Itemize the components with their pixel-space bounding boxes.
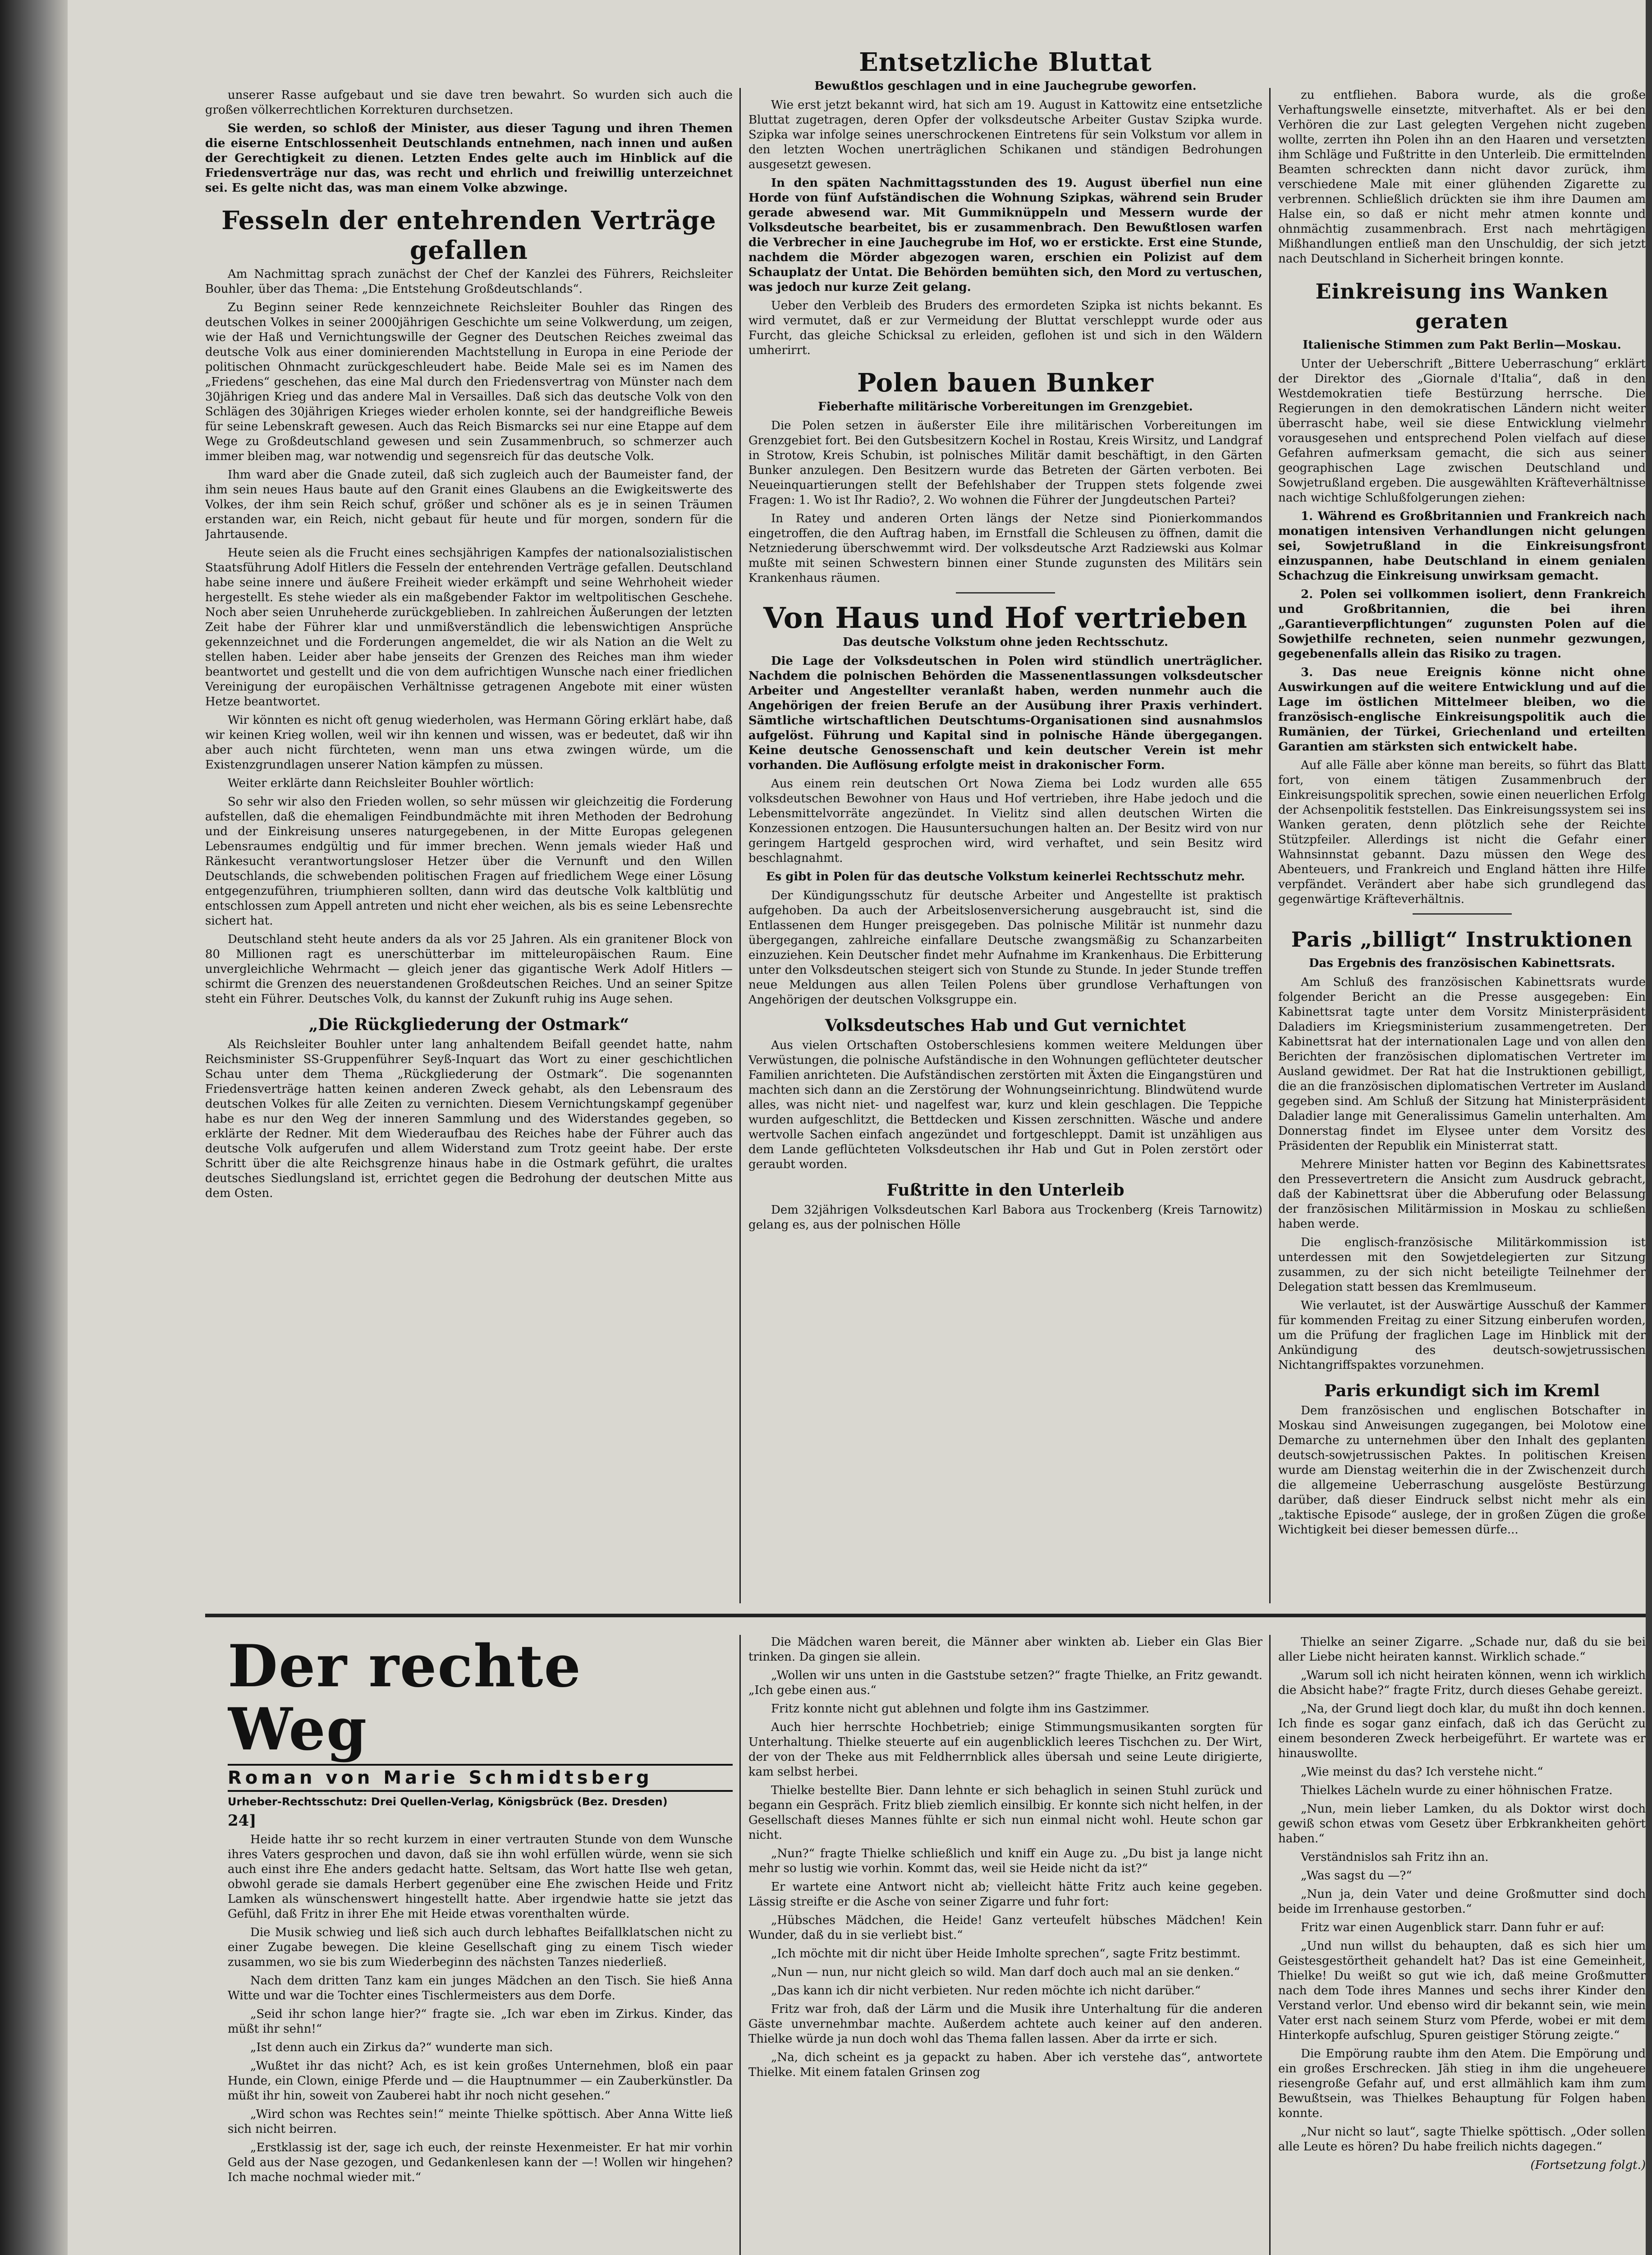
article-paragraph: Aus vielen Ortschaften Ostoberschlesiens kommen weitere Meldungen über Verwüstungen, die polnische Aufständische in den Wohnungen geflüchteter deutscher Familien anrichteten. Die Aufständischen zerstörten mit Äxten die Eingangstüren und machten sich dann an die Zerstörung der Wohnungseinrichtung. Blindwütend wurde alles, was nicht niet- und nagelfest war, kurz und klein geschlagen. Die Teppiche wurden aufgeschlitzt, die Bettdecken und Kissen zerschnitten. Wäsche und andere wertvolle Sachen einfach angezündet und fortgeschleppt. Damit ist unzähligen aus dem Lande geflüchteten Volksdeutschen ihr Hab und Gut in Polen zerstört oder geraubt worden. [748,1039,1262,1171]
novel-paragraph: „Erstklassig ist der, sage ich euch, der reinste Hexenmeister. Er hat mir vorhin Geld aus der Nase gezogen, und Gedankenlesen kann der —! Wollen wir hingehen? Ich mache nochmal wieder mit.“ [228,2141,733,2184]
article-paragraph: Aus einem rein deutschen Ort Nowa Ziema bei Lodz wurden alle 655 volksdeutschen Bewohner von Haus und Hof vertrieben, ihre Habe jedoch und die Lebensmittelvorräte angezündet. In Vielitz sind allen deutschen Wirten die Konzessionen entzogen. Die Hausuntersuchungen halten an. Der Besitz wird von nur geringem Hartgeld gesprochen wird, wird verhaftet, und sein Besitz wird beschlagnahmt. [748,777,1262,865]
right-column [1278,88,1646,1603]
novel-paragraph: Fritz konnte nicht gut ablehnen und folgte ihm ins Gastzimmer. [771,1702,1150,1716]
article-paragraph: Weiter erklärte dann Reichsleiter Bouhler wörtlich: [228,777,534,790]
headline-paris: Paris „billigt“ Instruktionen [1291,927,1633,952]
article-paragraph: Die Lage der Volksdeutschen in Polen wird stündlich unerträglicher. Nachdem die polnischen Behörden die Massenentlassungen volksdeutscher Arbeiter und Angestellter veranlaßt haben, werden nunmehr auch die Angehörigen der freien Berufe an der Ausübung ihrer Praxis verhindert. Sämtliche wirtschaftlichen Deutschtums-Organisationen sind ausnahmslos aufgelöst. Führung und Kapital sind in polnische Hände übergegangen. Keine deutsche Genossenschaft und kein deutscher Verein ist mehr vorhanden. Die Auflösung erfolgte meist in drakonischer Form. [748,654,1262,772]
novel-column-1 [228,1635,733,2255]
article-paragraph: Unter der Ueberschrift „Bittere Ueberraschung“ erklärt der Direktor des „Giornale d'Italia“, daß in den Westdemokratien tiefe Bestürzung herrsche. Die Regierungen in den demokratischen Ländern nicht weiter überrascht habe, weil sie diese Entwicklung vielmehr vorausgesehen und entsprechend Polen vielfach auf diese Gefahren aufmerksam gemacht, die sich aus seiner geographischen Lage zwischen Deutschland und Sowjetrußland ergeben. Die ausgewählten Kräfteverhältnisse nach wichtige Schlußfolgerungen ziehen: [1278,357,1646,505]
intro-paragraph: Sie werden, so schloß der Minister, aus dieser Tagung und ihren Themen die eiserne Entschlossenheit Deutschlands entnehmen, nach innen und außen der Gerechtigkeit zu dienen. Letzten Endes gelte auch im Hinblick auf die Friedensverträge nur das, was recht und ehrlich und freiwillig unterzeichnet sei. Es gelte nicht das, was man einem Volke abzwinge. [205,122,733,195]
novel-subtitle: Roman von Marie Schmidtsberg [228,1764,733,1792]
subtitle: Fieberhafte militärische Vorbereitungen im Grenzgebiet. [818,400,1193,414]
article-paragraph: 3. Das neue Ereignis könne nicht ohne Auswirkungen auf die weitere Entwicklung und auf die Lage im östlichen Mittelmeer bleiben, wo die französisch-englische Einkreisungspolitik auch die Rumänien, der Türkei, Griechenland und erteilten Garantien am stärksten sich entwickelt habe. [1278,666,1646,754]
novel-paragraph: Er wartete eine Antwort nicht ab; vielleicht hätte Fritz auch keine gegeben. Lässig streifte er die Asche von seiner Zigarre und fuhr fort: [748,1880,1262,1909]
novel-paragraph: „Ist denn auch ein Zirkus da?“ wunderte man sich. [250,2041,553,2054]
novel-paragraph: „Das kann ich dir nicht verbieten. Nur reden möchte ich nicht darüber.“ [771,1984,1201,1997]
novel-paragraph: „Nun?“ fragte Thielke schließlich und kniff ein Auge zu. „Du bist ja lange nicht mehr so lustig wie vorhin. Kommt das, weil sie Heide nicht da ist?“ [748,1847,1262,1875]
article-paragraph: Ihm ward aber die Gnade zuteil, daß sich zugleich auch der Baumeister fand, der ihm sein neues Haus baute auf den Granit eines Glaubens an die Ewigkeitswerte des Volkes, der ihm sein Reich schuf, größer und schöner als es je in seinen Träumen erstanden war, ein Reich, nicht gebaut für heute und für morgen, sondern für die Jahrtausende. [205,468,733,541]
article-paragraph: So sehr wir also den Frieden wollen, so sehr müssen wir gleichzeitig die Forderung aufstellen, daß die ehemaligen Feindbundmächte mit ihren Methoden der Bedrohung und der Einkreisung unseres naturgegebenen, in der Mitte Europas gelegenen Lebensraumes endgültig und für immer brechen. Wenn jemals wieder Haß und Ränkesucht verantwortungsloser Hetzer über die Vernunft und den Willen Deutschlands, die schwebenden politischen Fragen auf friedlichem Wege einer Lösung entgegenzuführen, triumphieren sollten, dann wird das deutsche Volk kaltblütig und entschlossen zum Appell antreten und nicht eher weichen, als bis es seine Lebensrechte sichert hat. [205,795,733,928]
newspaper-page [68,0,1646,2255]
intro-paragraph: unserer Rasse aufgebaut und sie dave tren bewahrt. So wurden sich auch die großen völkerrechtlichen Korrekturen durchsetzen. [205,88,733,117]
article-paragraph: 2. Polen sei vollkommen isoliert, denn Frankreich und Großbritannien, die bei ihren „Garantieverpflichtungen“ zugunsten Polen auf die Sowjethilfe rechneten, seien nunmehr gezwungen, gegebenenfalls allein das Risiko zu tragen. [1278,588,1646,661]
headline-fesseln: Fesseln der entehrenden Verträge gefallen [221,206,716,265]
headline-vertrieben: Von Haus und Hof vertrieben [763,601,1248,635]
novel-paragraph: Die Mädchen waren bereit, die Männer aber winkten ab. Lieber ein Glas Bier trinken. Da gingen sie allein. [748,1635,1262,1664]
headline-kreml: Paris erkundigt sich im Kreml [1324,1381,1600,1400]
article-paragraph: Als Reichsleiter Bouhler unter lang anhaltendem Beifall geendet hatte, nahm Reichsminister SS-Gruppenführer Seyß-Inquart das Wort zu einer geschichtlichen Schau unter dem Thema „Rückgliederung der Ostmark“. Die sogenannten Friedensverträge hatten keinen anderen Zweck gehabt, als den Lebensraum des deutschen Volkes für alle Zeiten zu vernichten. Diesem Vernichtungskampf gegenüber habe es nur den Weg der inneren Sammlung und des Widerstandes gegeben, so erklärte der Redner. Mit dem Wiederaufbau des Reiches habe der Führer auch das deutsche Volk aufgerufen und allem Widerstand zum Trotz geeint habe. Der erste Schritt über die alte Reichsgrenze hinaus habe in die Ostmark geführt, die uraltes deutsches Siedlungsland ist, errichtet gegen die Bedrohung der deutschen Mitte aus dem Osten. [205,1038,733,1200]
article-paragraph: 1. Während es Großbritannien und Frankreich nach monatigen intensiven Verhandlungen nicht gelungen sei, Sowjetrußland in die Einkreisungsfront einzuspannen, habe Deutschland in einem genialen Schachzug die Einkreisung unwirksam gemacht. [1278,510,1646,583]
novel-paragraph: „Nur nicht so laut“, sagte Thielke spöttisch. „Oder sollen alle Leute es hören? Du habe freilich nichts dagegen.“ [1278,2125,1646,2154]
novel-paragraph: Fritz war froh, daß der Lärm und die Musik ihre Unterhaltung für die anderen Gäste unvernehmbar machte. Außerdem achtete auch keiner auf den anderen. Thielke würde ja nun doch wohl das Thema fallen lassen. Aber da irrte er sich. [748,2002,1262,2046]
article-paragraph: Deutschland steht heute anders da als vor 25 Jahren. Als ein granitener Block von 80 Millionen ragt es unerschütterbar im mitteleuropäischen Raum. Eine unvergleichliche Wehrmacht — gleich jener das gigantische Werk Adolf Hitlers — schirmt die Grenzen des neuerstandenen Großdeutschen Reiches. Und an seiner Spitze steht ein Führer. Deutsches Volk, du kannst der Zukunft ruhig ins Auge sehen. [205,933,733,1006]
article-paragraph: zu entfliehen. Babora wurde, als die große Verhaftungswelle einsetzte, mitverhaftet. Als er bei den Verhören die zur Last gelegten Vergehen nicht zugeben wollte, zerrten ihn Polen ihn an den Haaren und versetzten ihm Schläge und Fußtritte in den Unterleib. Die ermittelnden Beamten schreckten dann nicht davor zurück, ihm verschiedene Male mit einer glühenden Zigarette zu verbrennen. Schließlich drückten sie ihm ihre Daumen am Halse ein, so daß er nicht mehr atmen konnte und ohnmächtig zusammenbrach. Erst nach mehrtägigen Mißhandlungen entließ man den Unschuldig, der sich jetzt nach Deutschland in Sicherheit bringen konnte. [1278,88,1646,266]
novel-paragraph: „Wie meinst du das? Ich verstehe nicht.“ [1301,1765,1543,1779]
article-paragraph: Heute seien als die Frucht eines sechsjährigen Kampfes der nationalsozialistischen Staatsführung Adolf Hitlers die Fesseln der entehrenden Verträge gefallen. Deutschland habe seine innere und äußere Freiheit wieder erkämpft und seine Wehrhoheit wieder hergestellt. Es stehe wieder als ein maßgebender Faktor im weltpolitischen Geschehe. Noch aber seien Unruheherde zurückgeblieben. In zahlreichen Äußerungen der letzten Zeit habe der Führer klar und unmißverständlich die lebenswichtigen Ansprüche gekennzeichnet und die Forderungen angemeldet, die wir als Nation an die Welt zu stellen haben. Leider aber habe jenseits der Grenzen des Reiches man ihm wieder beantwortet und gestellt und die von dem aufrichtigen Wunsche nach einer friedlichen Vereinigung der europäischen Verhältnisse getragenen Angebote mit einer wüsten Hetze beantwortet. [205,546,733,709]
headline-fusstritte: Fußtritte in den Unterleib [886,1181,1124,1200]
article-paragraph: Am Schluß des französischen Kabinettsrats wurde folgender Bericht an die Presse ausgegeben: Ein Kabinettsrat tagte unter dem Vorsitz Ministerpräsident Daladiers im Kriegsministerium zusammengetreten. Der Kabinettsrat hat der internationalen Lage und von allen den Berichten der französischen diplomatischen Vertreter im Ausland gewidmet. Der Rat hat die Instruktionen gebilligt, die an die französischen diplomatischen Vertreter im Ausland gegeben sind. Am Schluß der Sitzung hat Ministerpräsident Daladier lange mit Generalissimus Gamelin unterhalten. Am Donnerstag findet im Elysee unter dem Vorsitz des Präsidenten der Republik ein Ministerrat statt. [1278,976,1646,1153]
novel-title: Der rechte Weg [228,1635,582,1763]
subtitle: Es gibt in Polen für das deutsche Volkstum keinerlei Rechtsschutz mehr. [766,870,1245,884]
novel-paragraph: „Wird schon was Rechtes sein!“ meinte Thielke spöttisch. Aber Anna Witte ließ sich nicht beirren. [228,2108,733,2136]
article-paragraph: Wir könnten es nicht oft genug wiederholen, was Hermann Göring erklärt habe, daß wir keinen Krieg wollen, weil wir ihn kennen und wissen, was er bedeutet, daß wir ihn aber auch nicht fürchteten, wenn man uns etwa zwingen würde, um die Existenzgrundlagen unserer Nation kämpfen zu müssen. [205,713,733,772]
novel-paragraph: Auch hier herrschte Hochbetrieb; einige Stimmungsmusikanten sorgten für Unterhaltung. Thielke steuerte auf ein augenblicklich leeres Tischchen zu. Der Wirt, der von der Theke aus mit Feldherrnblick alles übersah und seine Leute dirigierte, kam selbst herbei. [748,1721,1262,1779]
continuation-note: (Fortsetzung folgt.) [1530,2158,1646,2172]
novel-paragraph: „Nun ja, dein Vater und deine Großmutter sind doch beide im Irrenhause gestorben.“ [1278,1887,1646,1916]
subtitle: Das Ergebnis des französischen Kabinettsrats. [1308,957,1615,970]
article-paragraph: In den späten Nachmittagsstunden des 19. August überfiel nun eine Horde von fünf Aufständischen die Wohnung Szipkas, während sein Bruder gerade abwesend war. Mit Gummiknüppeln und Messern wurde der Volksdeutsche bearbeitet, bis er zusammenbrach. Den Bewußtlosen warfen die Verbrecher in eine Jauchegrube im Hof, wo er erstickte. Erst eine Stunde, nachdem die Mörder abgezogen waren, erschien ein Polizist auf dem Schauplatz der Untat. Die Behörden bemühten sich, den Mord zu vertuschen, was jedoch nur kurze Zeit gelang. [748,176,1262,294]
column-rule [1269,1635,1271,2255]
headline-habgut: Volksdeutsches Hab und Gut vernichtet [825,1016,1186,1035]
novel-paragraph: „Nun, mein lieber Lamken, du als Doktor wirst doch gewiß schon etwas vom Gesetz über Erbkrankheiten gehört haben.“ [1278,1802,1646,1845]
novel-paragraph: „Na, der Grund liegt doch klar, du mußt ihn doch kennen. Ich finde es sogar ganz einfach, daß ich das Gerücht zu einem besonderen Zweck herbeigeführt. Er wartete was er hinauswollte. [1278,1702,1646,1760]
novel-paragraph: „Und nun willst du behaupten, daß es sich hier um Geistesgestörtheit gehandelt hat? Das ist eine Gemeinheit, Thielke! Du weißt so gut wie ich, daß meine Großmutter nach dem Tode ihres Mannes und sechs ihrer Kinder den Verstand verlor. Und ebenso wird dir bekannt sein, wie mein Vater erst nach seinem Sturz vom Pferde, wobei er mit dem Hinterkopfe aufschlug, Spuren geistiger Störung zeigte.“ [1278,1939,1646,2042]
article-paragraph: Am Nachmittag sprach zunächst der Chef der Kanzlei des Führers, Reichsleiter Bouhler, über das Thema: „Die Entstehung Großdeutschlands“. [205,267,733,296]
binding-gutter [0,0,68,2255]
novel-paragraph: Nach dem dritten Tanz kam ein junges Mädchen an den Tisch. Sie hieß Anna Witte und war die Tochter eines Tischlermeisters aus dem Dorfe. [228,1974,733,2002]
headline-bunker: Polen bauen Bunker [857,368,1154,398]
novel-paragraph: „Nun — nun, nur nicht gleich so wild. Man darf doch auch mal an sie denken.“ [771,1965,1240,1979]
left-column [205,88,733,1621]
installment-number: 24] [228,1812,257,1830]
novel-paragraph: Thielke bestellte Bier. Dann lehnte er sich behaglich in seinen Stuhl zurück und begann ein Gespräch. Fritz blieb ziemlich einsilbig. Er konnte sich nicht helfen, in der Gesellschaft dieses Mannes fühlte er sich nun einmal nicht wohl. Heute schon gar nicht. [748,1784,1262,1842]
article-paragraph: Mehrere Minister hatten vor Beginn des Kabinettsrates den Pressevertretern die Ansicht zum Ausdruck gebracht, daß der Kabinettsrat über die Abberufung oder Belassung der französischen Militärmission in Moskau zu schließen haben werde. [1278,1158,1646,1231]
subheadline-ostmark: „Die Rückgliederung der Ostmark“ [308,1015,629,1034]
novel-paragraph: „Was sagst du —?“ [1301,1869,1412,1882]
novel-paragraph: „Wollen wir uns unten in die Gaststube setzen?“ fragte Thielke, an Fritz gewandt. „Ich gebe einen aus.“ [748,1669,1262,1697]
article-paragraph: Wie verlautet, ist der Auswärtige Ausschuß der Kammer für kommenden Freitag zu einer Sitzung einberufen worden, um die Prüfung der fraglichen Lage im Hinblick mit der Ankündigung des deutsch-sowjetrussischen Nichtangriffspaktes vorzunehmen. [1278,1299,1646,1372]
novel-paragraph: Die Empörung raubte ihm den Atem. Die Empörung und ein großes Erschrecken. Jäh stieg in ihm die ungeheuere riesengroße Gefahr auf, und erst allmählich kam ihm zum Bewußtsein, was Thielkes Behauptung für Folgen haben konnte. [1278,2047,1646,2120]
article-paragraph: Zu Beginn seiner Rede kennzeichnete Reichsleiter Bouhler das Ringen des deutschen Volkes in seiner 2000jährigen Geschichte um seine Volkwerdung, um zeigen, wie der Haß und Vernichtungswille der Gegner des Deutschen Reiches zweimal das deutsche Volk aus einer dominierenden Machtstellung in Europa in eine Periode der politischen Ohnmacht zurückgeschleudert habe. Beide Male sei es im Namen des „Friedens“ geschehen, das eine Mal durch den Friedensvertrag von Münster nach dem 30jährigen Krieg und das andere Mal in Versailles. Daß sich das deutsche Volk von den Schlägen des 30jährigen Krieges wieder erholen konnte, sei der handgreifliche Beweis für seine Lebenskraft gewesen. Auch das Reich Bismarcks sei nur eine Etappe auf dem Wege zu Großdeutschland gewesen und sein Zusammenbruch, so schmerzer auch immer bleiben mag, war notwendig und segensreich für das deutsche Volk. [205,301,733,463]
column-rule [739,1635,741,2255]
article-paragraph: Die Polen setzen in äußerster Eile ihre militärischen Vorbereitungen im Grenzgebiet fort. Bei den Gutsbesitzern Kochel in Rostau, Kreis Wirsitz, und Landgraf in Strotow, Kreis Schubin, ist polnisches Militär damit beschäftigt, in den Gärten Bunker anzulegen. Den Besitzern wurde das Betreten der Gärten verboten. Bei Neueinquartierungen stellt der Befehlshaber der Truppen stets folgende zwei Fragen: 1. Wo ist Ihr Radio?, 2. Wo wohnen die Führer der Jungdeutschen Partei? [748,419,1262,507]
novel-paragraph: „Hübsches Mädchen, die Heide! Ganz verteufelt hübsches Mädchen! Kein Wunder, daß du in sie verliebt bist.“ [748,1914,1262,1942]
divider [956,592,1055,594]
article-paragraph: Der Kündigungsschutz für deutsche Arbeiter und Angestellte ist praktisch aufgehoben. Da auch der Arbeitslosenversicherung ausgebraucht ist, sind die Entlassenen dem Hunger preisgegeben. Das polnische Militär ist nunmehr dazu übergegangen, zahlreiche einfallare Deutsche zwangsmäßig zu Schanzarbeiten einzuziehen. Kein Deutscher findet mehr Aufnahme im Krankenhaus. Die Erbitterung unter den Volksdeutschen steigert sich von Stunde zu Stunde. In jeder Stunde treffen neue Meldungen aus allen Teilen Polens über grundlose Verhaftungen von Angehörigen der deutschen Volksgruppe ein. [748,889,1262,1007]
headline-einkreisung: Einkreisung ins Wanken geraten [1315,279,1609,333]
novel-paragraph: Die Musik schwieg und ließ sich auch durch lebhaftes Beifallklatschen nicht zu einer Zugabe bewegen. Die kleine Gesellschaft ging zu einem Tisch wieder zusammen, wo sie bis zum Wiederbeginn des nächsten Tanzes niederließ. [228,1926,733,1969]
divider [1413,913,1512,915]
article-paragraph: Wie erst jetzt bekannt wird, hat sich am 19. August in Kattowitz eine entsetzliche Bluttat zugetragen, deren Opfer der volksdeutsche Arbeiter Gustav Szipka wurde. Szipka war infolge seines unerschrockenen Eintretens für sein Volkstum vor allem in den letzten Wochen unerträglichen Schikanen und ständigen Bedrohungen ausgesetzt gewesen. [748,98,1262,171]
novel-paragraph: Thielke an seiner Zigarre. „Schade nur, daß du sie bei aller Liebe nicht heiraten kannst. Wirklich schade.“ [1278,1635,1646,1664]
subtitle: Italienische Stimmen zum Pakt Berlin—Moskau. [1303,338,1621,352]
article-paragraph: Ueber den Verbleib des Bruders des ermordeten Szipka ist nichts bekannt. Es wird vermutet, daß er zur Vermeidung der Bluttat verschleppt wurde oder aus Furcht, das gleiche Schicksal zu erleiden, geflohen ist und sich in den Wäldern umherirrt. [748,299,1262,357]
column-rule [1269,88,1271,1603]
novel-paragraph: „Wußtet ihr das nicht? Ach, es ist kein großes Unternehmen, bloß ein paar Hunde, ein Clown, einige Pferde und — die Hauptnummer — ein Zauberkünstler. Da müßt ihr hin, soweit von Zauberei habt ihr noch nicht gesehen.“ [228,2059,733,2103]
copyright-credit: Urheber-Rechtsschutz: Drei Quellen-Verlag, Königsbrück (Bez. Dresden) [228,1795,668,1808]
subtitle: Bewußtlos geschlagen und in eine Jauchegrube geworfen. [814,79,1197,93]
novel-paragraph: „Warum soll ich nicht heiraten können, wenn ich wirklich die Absicht habe?“ fragte Fritz, durch dieses Gehabe gereizt. [1278,1669,1646,1697]
novel-paragraph: Thielkes Lächeln wurde zu einer höhnischen Fratze. [1301,1784,1613,1797]
novel-column-2 [748,1635,1262,2255]
article-paragraph: Dem 32jährigen Volksdeutschen Karl Babora aus Trockenberg (Kreis Tarnowitz) gelang es, aus der polnischen Hölle [748,1203,1262,1232]
subtitle: Das deutsche Volkstum ohne jeden Rechtsschutz. [843,635,1168,649]
article-paragraph: Auf alle Fälle aber könne man bereits, so führt das Blatt fort, von einem tätigen Zusammenbruch der Einkreisungspolitik sprechen, sowie einen neuerlichen Erfolg der Achsenpolitik feststellen. Das Einkreisungssystem sei ins Wanken geraten, denn plötzlich sehe der Reichte Stützpfeiler. Allerdings ist nicht die Gefahr einer Wahnsinnstat gebannt. Dazu müssen den Wege des Abenteuers, und Frankreich und England hätten ihre Hilfe verpfändet. Verändert aber habe sich grundlegend das gegenwärtige Kräfteverhältnis. [1278,759,1646,906]
column-rule [739,88,741,1603]
article-paragraph: Die englisch-französische Militärkommission ist unterdessen mit den Sowjetdelegierten zur Sitzung zusammen, zu der sich nicht beteiligte Teilnehmer der Delegation statt bessen das Kremlmuseum. [1278,1236,1646,1294]
headline-bluttat: Entsetzliche Bluttat [859,47,1152,77]
novel-paragraph: Heide hatte ihr so recht kurzem in einer vertrauten Stunde von dem Wunsche ihres Vaters gesprochen und davon, daß sie ihn wohl erfüllen würde, wenn sie sich auch einst ihre Ehe anders gedacht hatte. Seltsam, das Wort hatte Ilse weh getan, obwohl gerade sie damals Herbert gegenüber eine Ehe zwischen Heide und Fritz Lamken als wünschenswert hingestellt hatte. Aber irgendwie hatte sie jetzt das Gefühl, daß Fritz in ihrer Ehe mit Heide etwas vorenthalten würde. [228,1833,733,1921]
novel-column-3 [1278,1635,1646,2255]
novel-paragraph: „Na, dich scheint es ja gepackt zu haben. Aber ich verstehe das“, antwortete Thielke. Mit einem fatalen Grinsen zog [748,2051,1262,2079]
article-paragraph: Dem französischen und englischen Botschafter in Moskau sind Anweisungen zugegangen, bei Molotow eine Demarche zu unternehmen über den Inhalt des geplanten deutsch-sowjetrussischen Paktes. In politischen Kreisen wurde am Dienstag weiterhin die in der Zwischenzeit durch die allgemeine Ueberraschung ausgelöste Bestürzung darüber, daß dieser Eindruck selbst nicht mehr als ein „taktische Episode“ auslege, der in großen Zügen die große Wichtigkeit bei dieser bemessen dürfe... [1278,1404,1646,1537]
novel-paragraph: „Ich möchte mit dir nicht über Heide Imholte sprechen“, sagte Fritz bestimmt. [771,1947,1241,1960]
novel-paragraph: Fritz war einen Augenblick starr. Dann fuhr er auf: [1301,1921,1605,1934]
section-separator [205,1614,1646,1617]
article-paragraph: In Ratey und anderen Orten längs der Netze sind Pionierkommandos eingetroffen, die den Auftrag haben, im Ernstfall die Schleusen zu öffnen, damit die Netzniederung überschwemmt wird. Der volksdeutsche Arzt Radziewski aus Kolmar mußte mit seinen Schwestern binnen einer Stunde zugunsten des Militärs sein Krankenhaus räumen. [748,512,1262,585]
novel-paragraph: „Seid ihr schon lange hier?“ fragte sie. „Ich war eben im Zirkus. Kinder, das müßt ihr sehn!“ [228,2007,733,2036]
novel-paragraph: Verständnislos sah Fritz ihn an. [1301,1850,1489,1864]
middle-column [748,47,1262,1599]
